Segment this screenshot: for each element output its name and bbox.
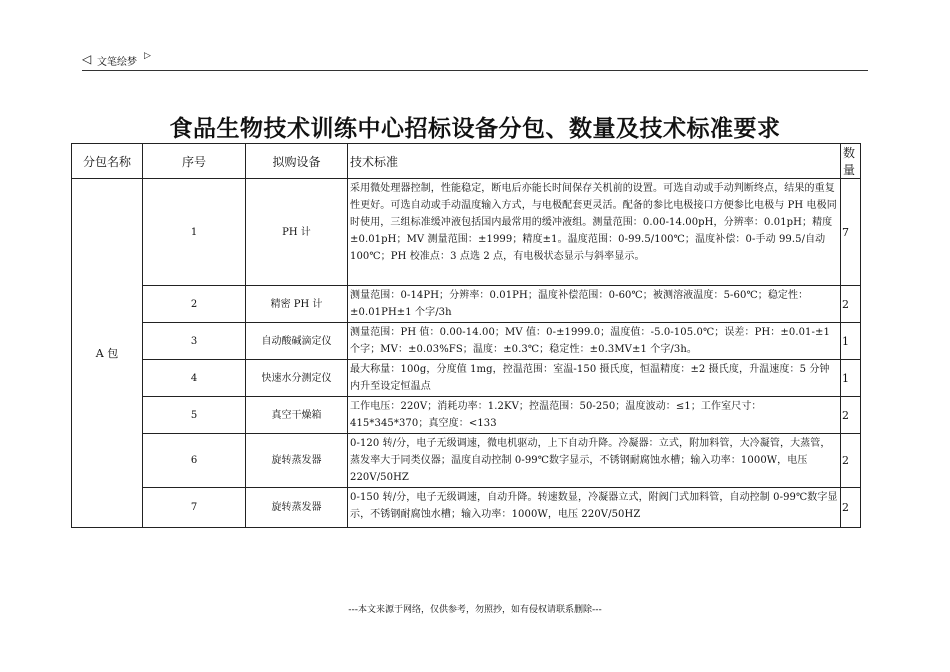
table-row [72, 397, 861, 434]
quantity: 7 [841, 179, 861, 286]
equipment-name: 精密 PH 计 [246, 286, 348, 323]
equipment-name: 真空干燥箱 [246, 397, 348, 434]
page-header [82, 50, 868, 71]
equipment-name: 自动酸碱滴定仪 [246, 323, 348, 360]
row-number: 2 [143, 286, 246, 323]
technical-spec: 0-150 转/分，电子无级调速，自动升降。转速数显，冷凝器立式，附阀门式加料管，自动控制 0-99℃数字显示，不锈钢耐腐蚀水槽；输入功率：1000W，电压 220V/50HZ [348, 488, 841, 528]
row-number: 7 [143, 488, 246, 528]
table-header-row [72, 144, 861, 179]
right-triangle-icon: ▷ [144, 51, 151, 61]
quantity: 2 [841, 286, 861, 323]
row-number: 5 [143, 397, 246, 434]
technical-spec: 测量范围：PH 值：0.00-14.00；MV 值：0-±1999.0；温度值：-5.0-105.0℃；误差：PH：±0.01-±1 个字；MV：±0.03%FS；温度：±0.3℃；稳定性：±0.3MV±1 个字/3h。 [348, 323, 841, 360]
column-header-number: 序号 [143, 144, 246, 179]
row-number: 4 [143, 360, 246, 397]
row-number: 1 [143, 179, 246, 286]
technical-spec: 0-120 转/分，电子无级调速，微电机驱动，上下自动升降。冷凝器：立式，附加料管，大冷凝管，大蒸管，蒸发率大于同类仪器；温度自动控制 0-99℃数字显示，不锈钢耐腐蚀水槽；输入功率：1000W，电压 220V/50HZ [348, 434, 841, 488]
technical-spec: 测量范围：0-14PH；分辨率：0.01PH；温度补偿范围：0-60℃；被测溶液温度：5-60℃；稳定性：±0.01PH±1 个字/3h [348, 286, 841, 323]
technical-spec: 采用微处理器控制，性能稳定，断电后亦能长时间保存关机前的设置。可选自动或手动判断终点，结果的重复性更好。可选自动或手动温度输入方式，与电极配套更灵活。配备的参比电极接口方便参比电极与 PH 电极同时使用，三组标准缓冲液包括国内最常用的缓冲液组。测量范围：0.00-14.00pH，分辨率：0.01pH；精度±0.01pH；MV 测量范围：±1999；精度±1。温度范围：0-99.5/100℃；温度补偿：0-手动 99.5/自动 100℃；PH 校准点：3 点选 2 点，有电极状态显示与斜率显示。 [348, 179, 841, 286]
table-row [72, 360, 861, 397]
technical-spec: 工作电压：220V；消耗功率：1.2KV；控温范围：50-250；温度波动：≤1；工作室尺寸：415*345*370；真空度：<133 [348, 397, 841, 434]
quantity: 2 [841, 397, 861, 434]
quantity: 2 [841, 434, 861, 488]
technical-spec: 最大称量：100g，分度值 1mg，控温范围：室温-150 摄氏度，恒温精度：±2 摄氏度，升温速度：5 分钟内升至设定恒温点 [348, 360, 841, 397]
table-row [72, 179, 861, 286]
quantity: 1 [841, 360, 861, 397]
row-number: 6 [143, 434, 246, 488]
equipment-name: 旋转蒸发器 [246, 488, 348, 528]
equipment-name: 旋转蒸发器 [246, 434, 348, 488]
column-header-quantity: 数量 [841, 144, 861, 179]
column-header-group: 分包名称 [72, 144, 143, 179]
table-row [72, 323, 861, 360]
left-triangle-icon: ◁ [82, 52, 92, 66]
table-row [72, 488, 861, 528]
page-footer: ---本文来源于网络，仅供参考，勿照抄，如有侵权请联系删除--- [348, 605, 602, 615]
column-header-spec: 技术标准 [348, 144, 841, 179]
row-number: 3 [143, 323, 246, 360]
equipment-name: 快速水分测定仪 [246, 360, 348, 397]
header-brand: 文笔绘梦 [97, 57, 137, 68]
table-row [72, 434, 861, 488]
quantity: 1 [841, 323, 861, 360]
document-title: 食品生物技术训练中心招标设备分包、数量及技术标准要求 [169, 116, 781, 142]
table-row [72, 286, 861, 323]
equipment-name: PH 计 [246, 179, 348, 286]
column-header-equipment: 拟购设备 [246, 144, 348, 179]
quantity: 2 [841, 488, 861, 528]
package-group-cell: A 包 [72, 179, 143, 528]
equipment-table [71, 143, 861, 528]
